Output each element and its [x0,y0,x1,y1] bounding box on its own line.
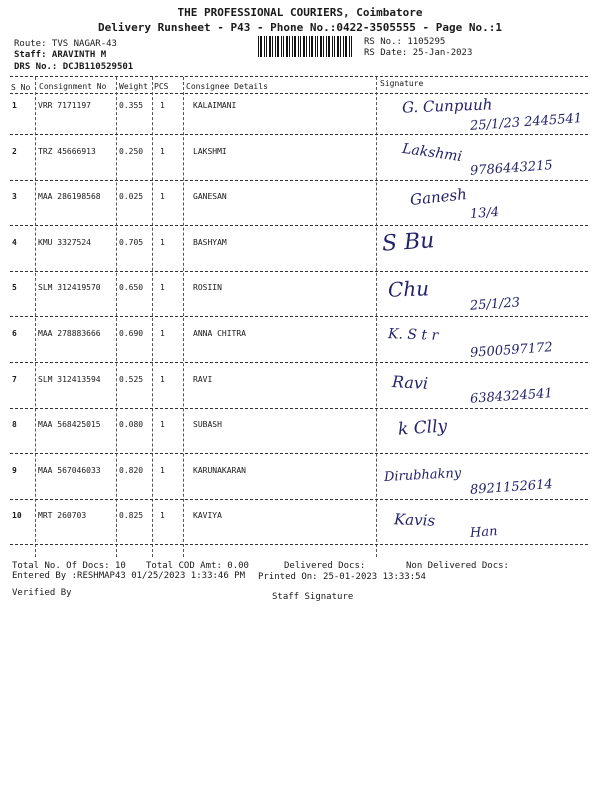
row-pcs: 1 [160,511,165,521]
handwritten-signature: G. Cunpuuh [401,95,493,117]
row-sno: 5 [12,283,17,293]
total-docs: Total No. Of Docs: 10 [12,561,126,571]
handwritten-note: 25/1/23 2445541 [469,111,583,134]
row-weight: 0.250 [119,146,144,156]
handwritten-signature: Kavis [393,510,436,531]
row-sno: 1 [12,101,17,110]
row-consignment-number: MRT 260703 [38,511,87,521]
row-divider [10,225,588,226]
row-sno: 6 [12,329,17,338]
drs-number: DRS No.: DCJB110529501 [14,62,134,72]
row-weight: 0.650 [119,283,144,293]
row-divider [10,134,588,135]
row-sno: 2 [12,146,17,156]
row-consignment-number: VRR 7171197 [38,101,91,110]
row-consignee: RAVI [193,374,213,384]
verified-by: Verified By [12,588,72,598]
row-weight: 0.525 [119,374,144,384]
header-bottom-divider [10,93,588,94]
row-pcs: 1 [160,329,165,338]
staff-signature: Staff Signature [272,592,354,602]
handwritten-note: 6384324541 [469,385,554,407]
row-consignee: LAKSHMI [193,146,227,156]
row-sno: 7 [12,374,17,384]
row-pcs: 1 [160,101,165,110]
handwritten-signature: S Bu [381,227,436,257]
route-label: Route: TVS NAGAR-43 [14,39,117,49]
col-pcs: PCS [154,82,169,91]
col-weight: Weight [119,82,148,91]
row-divider [10,316,588,317]
row-consignment-number: MAA 568425015 [38,420,101,430]
row-divider [10,453,588,454]
row-sno: 9 [12,465,17,475]
header-top-divider [10,76,588,77]
row-consignee: GANESAN [193,192,227,202]
col-consignee: Consignee Details [186,82,268,91]
row-divider [10,408,588,409]
barcode-image [258,36,356,57]
row-pcs: 1 [160,283,165,293]
printed-on: Printed On: 25-01-2023 13:33:54 [258,572,426,582]
row-divider [10,544,588,545]
rs-number: RS No.: 1105295 [364,37,446,47]
row-divider [10,362,588,363]
row-pcs: 1 [160,465,165,475]
company-title: THE PROFESSIONAL COURIERS, Coimbatore [177,6,423,19]
handwritten-note: Han [469,524,498,542]
delivered-docs: Delivered Docs: [284,561,366,571]
total-cod: Total COD Amt: 0.00 [146,561,249,571]
row-consignment-number: MAA 278883666 [38,329,101,338]
row-consignee: BASHYAM [193,237,227,247]
row-consignee: KAVIYA [193,511,222,521]
row-consignment-number: MAA 567046033 [38,465,101,475]
handwritten-note: 9786443215 [469,157,554,179]
row-pcs: 1 [160,420,165,430]
handwritten-note: 25/1/23 [469,295,521,315]
row-weight: 0.690 [119,329,144,338]
row-weight: 0.705 [119,237,144,247]
non-delivered-docs: Non Delivered Docs: [406,561,509,571]
row-weight: 0.355 [119,101,144,110]
runsheet-subtitle: Delivery Runsheet - P43 - Phone No.:0422-3505555 - Page No.:1 [98,21,502,34]
row-weight: 0.025 [119,192,144,202]
row-consignment-number: KMU 3327524 [38,237,91,247]
row-consignee: ROSIIN [193,283,222,293]
row-weight: 0.825 [119,511,144,521]
row-consignment-number: MAA 286198568 [38,192,101,202]
row-consignee: KALAIMANI [193,101,237,110]
row-consignee: KARUNAKARAN [193,465,246,475]
rs-date: RS Date: 25-Jan-2023 [364,48,473,58]
row-weight: 0.080 [119,420,144,430]
col-sno: S No [11,83,31,92]
row-pcs: 1 [160,146,165,156]
handwritten-signature: k Clly [397,416,448,440]
staff-label: Staff: ARAVINTH M [14,50,107,60]
handwritten-signature: Chu [387,276,430,303]
row-consignee: SUBASH [193,420,222,430]
handwritten-signature: Ganesh [409,185,468,210]
handwritten-signature: K. S t r [387,326,439,344]
row-pcs: 1 [160,374,165,384]
row-sno: 3 [12,192,17,202]
col-signature: Signature [380,79,424,88]
row-consignment-number: TRZ 45666913 [38,146,96,156]
col-consignment: Consignment No [39,82,107,91]
row-sno: 4 [12,237,17,247]
entered-by: Entered By :RESHMAP43 01/25/2023 1:33:46 PM [12,571,245,581]
handwritten-note: 9500597172 [469,340,554,361]
handwritten-note: 8921152614 [469,476,554,498]
row-divider [10,271,588,272]
row-consignee: ANNA CHITRA [193,329,246,338]
row-pcs: 1 [160,237,165,247]
handwritten-signature: Ravi [391,371,429,393]
row-sno: 8 [12,420,17,430]
row-consignment-number: SLM 312413594 [38,374,101,384]
handwritten-signature: Dirubhakny [383,465,462,485]
row-sno: 10 [12,511,22,521]
row-pcs: 1 [160,192,165,202]
row-weight: 0.820 [119,465,144,475]
row-consignment-number: SLM 312419570 [38,283,101,293]
handwritten-note: 13/4 [469,205,500,223]
row-divider [10,499,588,500]
row-divider [10,180,588,181]
handwritten-signature: Lakshmi [401,140,463,165]
